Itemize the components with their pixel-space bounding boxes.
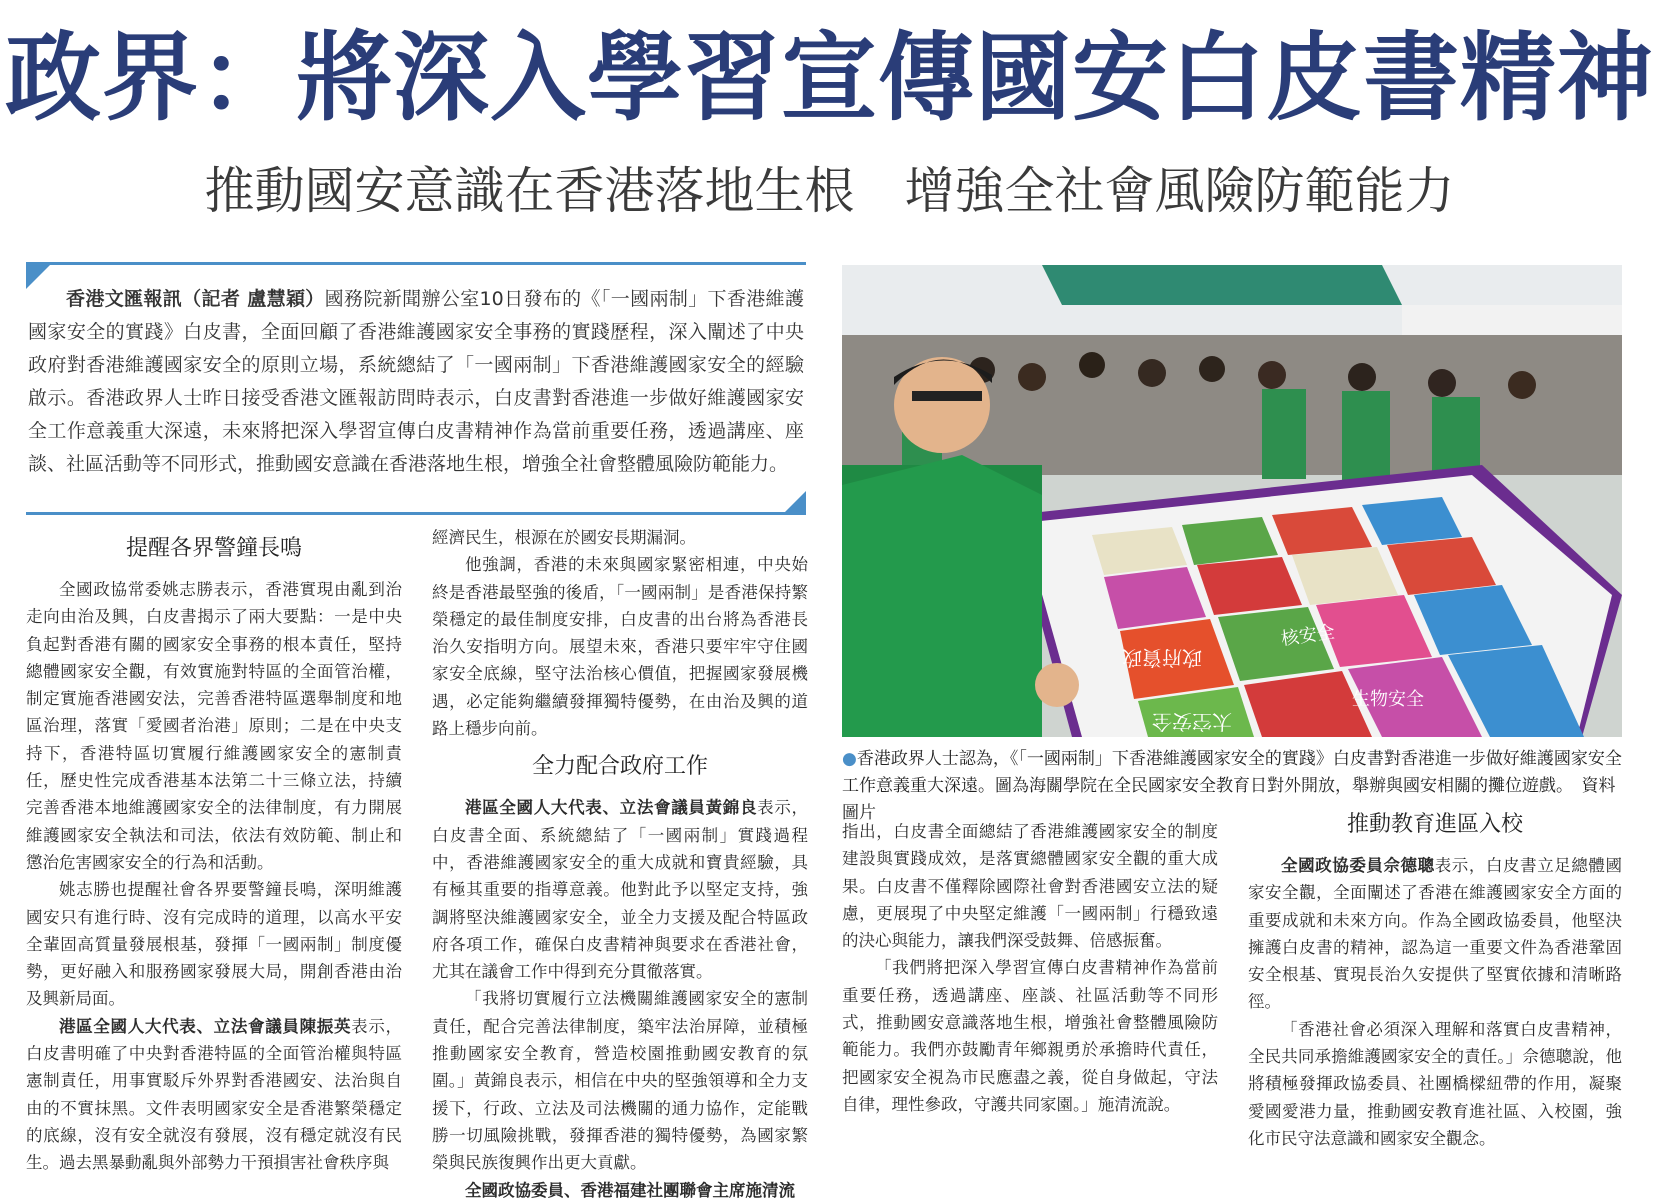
headline: 政界：將深入學習宣傳國安白皮書精神 xyxy=(5,22,1654,134)
subheadline: 推動國安意識在香港落地生根 增強全社會風險防範能力 xyxy=(204,162,1455,220)
lead-box xyxy=(26,262,806,515)
section-heading: 全力配合政府工作 xyxy=(531,754,708,780)
paragraph: 姚志勝也提醒社會各界要警鐘長鳴，深明維護國安只有進行時、沒有完成時的道理，以高水平安全輩固高質量發展根基，發揮「一國兩制」制度優勢，更好融入和服務國家發展大局，開創香港由治及興新局面。 xyxy=(26,880,402,1009)
paragraph: 經濟民生，根源在於國安長期漏洞。 xyxy=(432,528,696,547)
paragraph xyxy=(432,1177,808,1204)
section-heading: 推動教育進區入校 xyxy=(1346,812,1523,837)
speaker-name: 港區全國人大代表、立法會議員黃錦良 xyxy=(465,798,758,818)
article-column-1 xyxy=(26,524,402,1177)
article-column-3 xyxy=(842,818,1218,1118)
photo-credit: 資料圖片 xyxy=(842,776,1616,823)
section-heading: 提醒各界警鐘長鳴 xyxy=(125,536,302,561)
board-label: 政府資政 xyxy=(1122,646,1202,670)
paragraph: 「我們將把深入學習宣傳白皮書精神作為當前重要任務，透過講座、座談、社區活動等不同形式，推動國安意識落地生根，增強社會整體風險防範能力。我們亦鼓勵青年鄉親勇於承擔時代責任，把國家安全視為市民應盡之義，從自身做起，守法自律，理性參政，守護共同家園。」施清流說。 xyxy=(842,958,1218,1114)
article-column-4 xyxy=(1248,812,1623,1152)
lead-corner-decoration xyxy=(782,491,806,515)
lead-bottom-rule xyxy=(26,512,806,515)
lead-paragraph xyxy=(28,283,804,481)
paragraph: 「香港社會必須深入理解和落實白皮書精神，全民共同承擔維護國家安全的責任。」佘德聰說，他將積極發揮政協委員、社團橋樑紐帶的作用，凝聚愛國愛港力量，推動國安教育進社區、入校園，強化市民守法意識和國家安全觀念。 xyxy=(1248,1019,1622,1148)
photo-illustration xyxy=(842,265,1622,737)
article-column-2 xyxy=(432,524,808,1204)
paragraph: 指出，白皮書全面總結了香港維護國家安全的制度建設與實踐成效，是落實總體國家安全觀的重大成果。白皮書不僅釋除國際社會對香港國安立法的疑慮，更展現了中央堅定維護「一國兩制」行穩致遠的決心與能力，讓我們深受鼓舞、倍感振奮。 xyxy=(842,822,1218,951)
paragraph: 「我將切實履行立法機關維護國家安全的憲制責任，配合完善法律制度，築牢法治屏障，並積極推動國家安全教育，營造校園推動國安教育的氛圍。」黃錦良表示，相信在中央的堅強領導和全力支援下，行政、立法及司法機關的通力協作，定能戰勝一切風險挑戰，發揮香港的獨特優勢，為國家繁榮與民族復興作出更大貢獻。 xyxy=(432,989,808,1173)
paragraph: 全國政協委員佘德聰表示，白皮書立足總體國家安全觀，全面闡述了香港在維護國家安全方面的重要成就和未來方向。作為全國政協委員，他堅決擁護白皮書的精神，認為這一重要文件為香港鞏固安全根基、實現長治久安提供了堅實依據和清晰路徑。 xyxy=(1248,856,1623,1012)
speaker-name: 全國政協委員佘德聰 xyxy=(1281,856,1435,875)
photo-caption: ●香港政界人士認為，《「一國兩制」下香港維護國家安全的實踐》白皮書對香港進一步做好維護國家安全工作意義重大深遠。圖為海關學院在全民國家安全教育日對外開放，舉辦與國安相關的攤位遊戲。 資料圖片 xyxy=(842,749,1622,823)
paragraph: 港區全國人大代表、立法會議員陳振英表示，白皮書明確了中央對香港特區的全面管治權與特區憲制責任，用事實駁斥外界對香港國安、法治與自由的不實抹黑。文件表明國家安全是香港繁榮穩定的底線，沒有安全就沒有發展，沒有穩定就沒有民生。過去黑暴動亂與外部勢力干預損害社會秩序與 xyxy=(26,1016,403,1173)
paragraph: 他強調，香港的未來與國家緊密相連，中央始終是香港最堅強的後盾，「一國兩制」是香港保持繁榮穩定的最佳制度安排，白皮書的出台將為香港長治久安指明方向。展望未來，香港只要牢牢守住國家安全底線，堅守法治核心價值，把握國家發展機遇，必定能夠繼續發揮獨特優勢，在由治及興的道路上穩步向前。 xyxy=(432,555,808,739)
speaker-name: 全國政協委員、香港福建社團聯會主席施清流 xyxy=(465,1180,795,1200)
bullet-icon: ● xyxy=(842,749,857,769)
lead-byline: 香港文匯報訊（記者 盧慧穎） xyxy=(66,288,325,310)
board-label: 太空安全 xyxy=(1152,710,1232,734)
paragraph: 港區全國人大代表、立法會議員黃錦良表示，白皮書全面、系統總結了「一國兩制」實踐過程中，香港維護國家安全的重大成就和寶貴經驗，具有極其重要的指導意義。他對此予以堅定支持，強調將堅決維護國家安全，並全力支援及配合特區政府各項工作，確保白皮書精神與要求在香港社會，尤其在議會工作中得到充分貫徹落實。 xyxy=(432,798,809,982)
board-label: 生物安全 xyxy=(1352,689,1424,710)
photo xyxy=(842,265,1622,737)
lead-text: 國務院新聞辦公室10日發布的《「一國兩制」下香港維護國家安全的實踐》白皮書，全面回顧了香港維護國家安全事務的實踐歷程，深入闡述了中央政府對香港維護國家安全的原則立場，系統總結了「一國兩制」下香港維護國家安全的經驗啟示。香港政界人士昨日接受香港文匯報訪問時表示，白皮書對香港進一步做好維護國家安全工作意義重大深遠，未來將把深入學習宣傳白皮書精神作為當前重要任務，透過講座、座談、社區活動等不同形式，推動國安意識在香港落地生根，增強全社會整體風險防範能力。 xyxy=(28,288,804,475)
board-label: 核安全 xyxy=(1279,621,1337,650)
speaker-name: 港區全國人大代表、立法會議員陳振英 xyxy=(59,1016,352,1036)
paragraph: 全國政協常委姚志勝表示，香港實現由亂到治走向由治及興，白皮書揭示了兩大要點：一是中央負起對香港有關的國家安全事務的根本責任，堅持總體國家安全觀，有效實施對特區的全面管治權，制定實施香港國安法，完善香港特區選舉制度和地區治理，落實「愛國者治港」原則；二是在中央支持下，香港特區切實履行維護國家安全的憲制責任，歷史性完成香港基本法第二十三條立法，持續完善香港本地維護國家安全的法律制度，有力開展維護國家安全執法和司法，依法有效防範、制止和懲治危害國家安全的行為和活動。 xyxy=(26,580,402,872)
